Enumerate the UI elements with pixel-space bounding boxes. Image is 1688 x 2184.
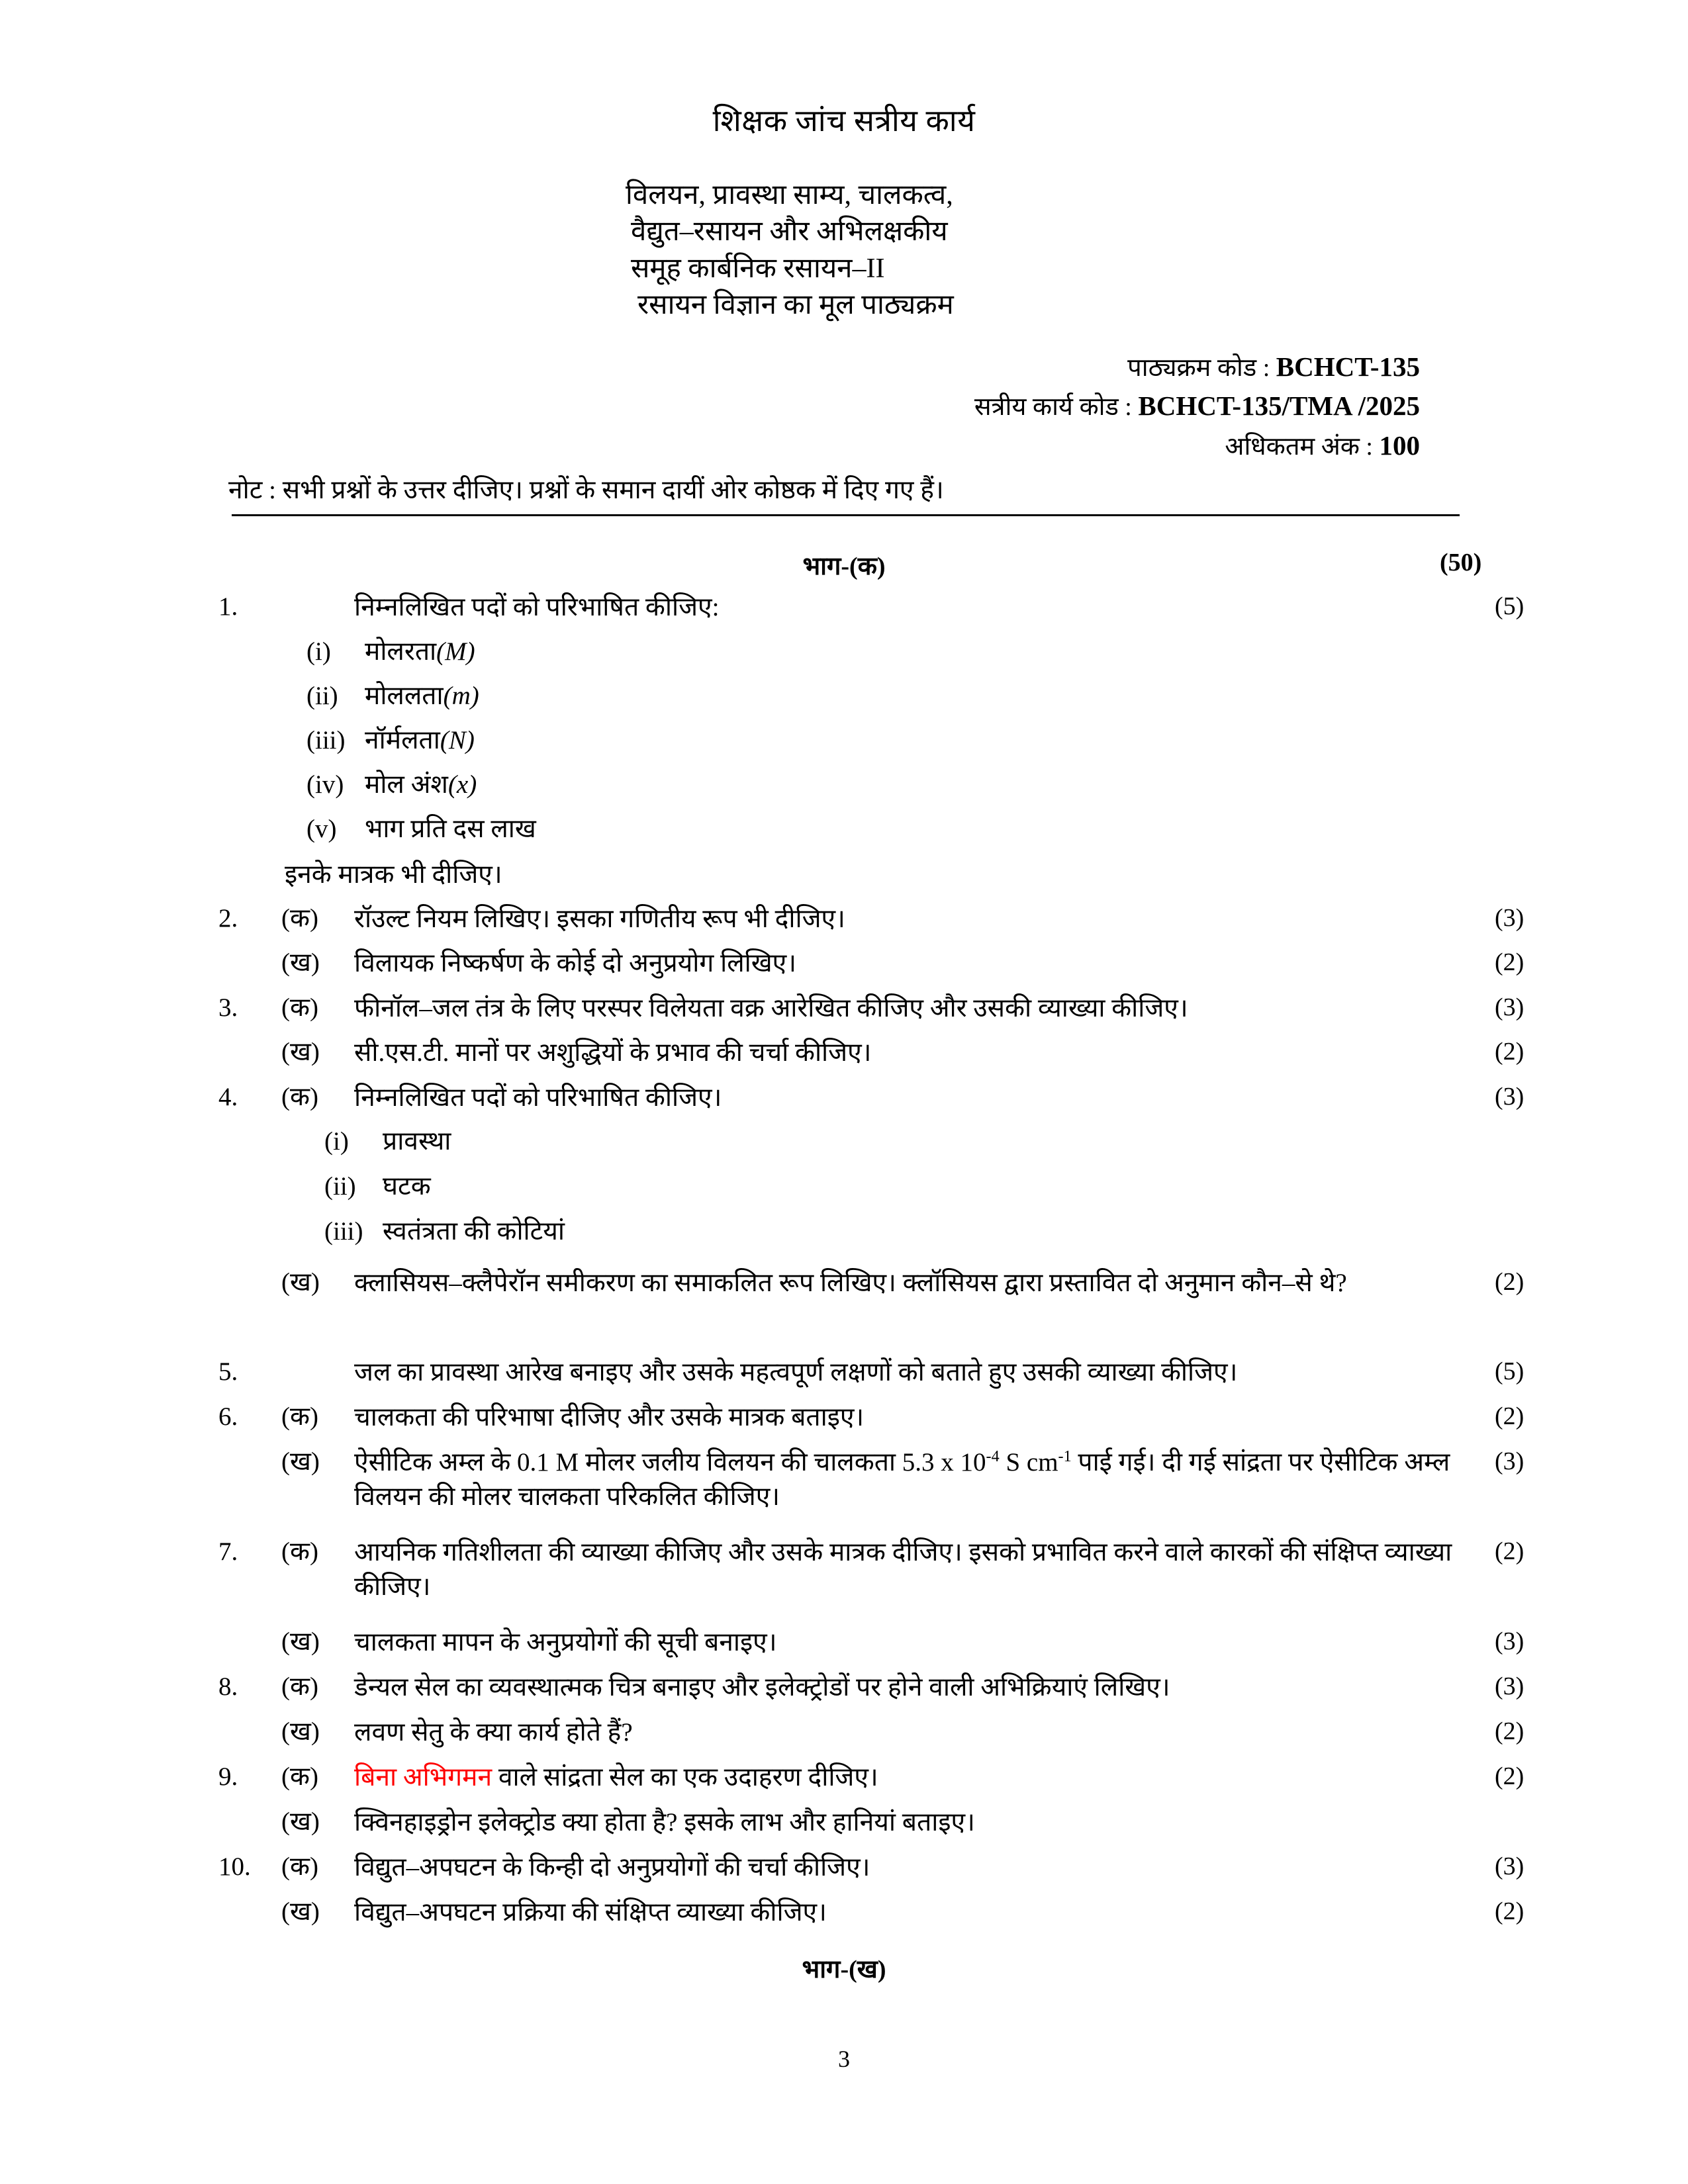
question-text: [354, 1445, 1476, 1515]
question-marks: (3): [1495, 1083, 1524, 1111]
sub-item-symbol: (N): [440, 726, 475, 754]
question-row: [218, 1266, 1549, 1300]
sub-item-label: नॉर्मलता: [365, 726, 440, 754]
sub-item-label: स्वतंत्रता की कोटियां: [383, 1217, 565, 1246]
question-row: [218, 1355, 1549, 1390]
question-marks: (3): [1495, 904, 1524, 932]
question-number: 1.: [218, 592, 238, 621]
question-marks: (2): [1495, 1402, 1524, 1430]
question-text: क्विनहाइड्रोन इलेक्ट्रोड क्या होता है? इसके लाभ और हानियां बताइए।: [354, 1808, 975, 1837]
assignment-code-row: [974, 387, 1420, 426]
question-row: [218, 1400, 1549, 1435]
question-text: विद्युत–अपघटन प्रक्रिया की संक्षिप्त व्याख्या कीजिए।: [354, 1898, 827, 1927]
question-number: 2.: [218, 904, 238, 933]
sub-item-symbol: (x): [447, 770, 477, 799]
question-marks: (5): [1495, 592, 1524, 620]
question-number: 7.: [218, 1537, 238, 1566]
course-code-row: [974, 347, 1420, 387]
question-number: 3.: [218, 993, 238, 1022]
subject-line-2: वैद्युत–रसायन और अभिलक्षकीय: [631, 216, 948, 248]
question-row: [218, 1850, 1549, 1885]
page-number: 3: [838, 2046, 850, 2072]
question-number: 5.: [218, 1357, 238, 1386]
question-number: 4.: [218, 1083, 238, 1111]
question-part: (क): [281, 904, 318, 933]
question-row: [218, 1805, 1549, 1840]
question-row: [218, 1715, 1549, 1750]
question-text: विलायक निष्कर्षण के कोई दो अनुप्रयोग लिखिए।: [354, 949, 796, 978]
question-part: (क): [281, 1852, 318, 1881]
question-row: [218, 1535, 1549, 1605]
question-text: निम्नलिखित पदों को परिभाषित कीजिए।: [354, 1083, 722, 1112]
question-marks: (2): [1495, 1268, 1524, 1296]
subject-title-block: [626, 177, 1354, 324]
sub-item-symbol: (M): [436, 637, 475, 666]
sub-item-label: मोल अंश: [365, 770, 448, 799]
question-text: आयनिक गतिशीलता की व्याख्या कीजिए और उसके मात्रक दीजिए। इसको प्रभावित करने वाले कारकों की संक्षिप्त व्याख्या कीजिए।: [354, 1538, 1452, 1602]
question-text: लवण सेतु के क्या कार्य होते हैं?: [354, 1718, 633, 1747]
sub-item-roman: (i): [324, 1127, 349, 1156]
question-number: 9.: [218, 1762, 238, 1791]
sub-item: [306, 680, 479, 713]
question-marks: (3): [1495, 1447, 1524, 1475]
question-row: [218, 1625, 1549, 1660]
question-text: फीनॉल–जल तंत्र के लिए परस्पर विलेयता वक्र आरेखित कीजिए और उसकी व्याख्या कीजिए।: [354, 994, 1188, 1023]
question-marks: (2): [1495, 1038, 1524, 1066]
question-row: [218, 1760, 1549, 1795]
instructions-note: नोट : सभी प्रश्नों के उत्तर दीजिए। प्रश्नों के समान दायीं ओर कोष्ठक में दिए गए हैं।: [228, 476, 944, 504]
question-text-rest: वाले सांद्रता सेल का एक उदाहरण दीजिए।: [492, 1763, 878, 1792]
question-marks: (2): [1495, 1762, 1524, 1790]
question-part: (ख): [281, 1717, 320, 1746]
sub-item-label: प्रावस्था: [383, 1127, 451, 1156]
sub-item-roman: (iii): [324, 1217, 363, 1246]
sub-item-label: मोलरता: [365, 637, 437, 666]
question-text: जल का प्रावस्था आरेख बनाइए और उसके महत्वपूर्ण लक्षणों को बताते हुए उसकी व्याख्या कीजिए।: [354, 1358, 1238, 1387]
question-part: (ख): [281, 1807, 320, 1836]
question-text: रॉउल्ट नियम लिखिए। इसका गणितीय रूप भी दीजिए।: [354, 905, 845, 933]
sub-item: [324, 1170, 431, 1204]
q6b-exponent-2: -1: [1058, 1447, 1072, 1465]
subject-line-1: विलयन, प्रावस्था साम्य, चालकत्व,: [626, 180, 953, 210]
question-row: [218, 590, 1549, 625]
page-title: शिक्षक जांच सत्रीय कार्य: [712, 104, 976, 138]
question-part: (क): [281, 1762, 318, 1791]
question-marks: (3): [1495, 1627, 1524, 1655]
question-marks: (5): [1495, 1357, 1524, 1385]
question-text: चालकता की परिभाषा दीजिए और उसके मात्रक बताइए।: [354, 1403, 865, 1432]
question-part: (ख): [281, 1447, 320, 1476]
sub-item-roman: (ii): [306, 682, 338, 710]
header-divider: [232, 514, 1460, 516]
sub-item-roman: (i): [306, 637, 331, 666]
sub-item-roman: (v): [306, 815, 337, 843]
max-marks-label: अधिकतम अंक :: [1225, 432, 1373, 461]
assignment-code-value: BCHCT-135/TMA /2025: [1138, 390, 1420, 422]
question-text: निम्नलिखित पदों को परिभाषित कीजिए:: [354, 593, 720, 621]
question-row: [218, 1895, 1549, 1930]
question-part: (ख): [281, 948, 320, 977]
question-number: 10.: [218, 1852, 251, 1881]
sub-item: [306, 724, 475, 758]
question-text: [354, 1760, 1476, 1795]
question-part: (ख): [281, 1897, 320, 1926]
sub-item: [306, 813, 536, 846]
question-text: डेन्यल सेल का व्यवस्थात्मक चित्र बनाइए और इलेक्ट्रोडों पर होने वाली अभिक्रियाएं लिखिए।: [354, 1673, 1170, 1702]
question-row: [218, 946, 1549, 981]
part-a-marks: (50): [1440, 549, 1482, 576]
question-row: [218, 1036, 1549, 1070]
sub-item-label: मोललता: [365, 682, 444, 710]
part-b-heading: भाग-(ख): [802, 1956, 886, 1983]
question-marks: (2): [1495, 948, 1524, 976]
question-1-tail: इनके मात्रक भी दीजिए।: [285, 860, 502, 889]
question-part: (क): [281, 1083, 318, 1111]
sub-item-roman: (ii): [324, 1172, 356, 1201]
subject-line-3: समूह कार्बनिक रसायन–II: [631, 253, 885, 284]
q6b-exponent-1: -4: [986, 1447, 1000, 1465]
q6b-text-pre: ऐसीटिक अम्ल के 0.1 M मोलर जलीय विलयन की चालकता 5.3 x 10: [354, 1448, 986, 1477]
question-row: [218, 902, 1549, 936]
question-part: (ख): [281, 1627, 320, 1656]
question-number: 6.: [218, 1402, 238, 1431]
max-marks-row: [974, 426, 1420, 465]
question-row: [218, 1670, 1549, 1705]
question-row: [218, 991, 1549, 1026]
question-part: (क): [281, 1402, 318, 1431]
question-part: (ख): [281, 1038, 320, 1066]
question-text: सी.एस.टी. मानों पर अशुद्धियों के प्रभाव की चर्चा कीजिए।: [354, 1038, 872, 1067]
question-row: [218, 1445, 1549, 1515]
question-row: [218, 1081, 1549, 1115]
sub-item-roman: (iv): [306, 770, 344, 799]
subject-line-4: रसायन विज्ञान का मूल पाठ्यक्रम: [637, 290, 954, 321]
sub-item-label: भाग प्रति दस लाख: [365, 815, 536, 843]
question-marks: (3): [1495, 993, 1524, 1021]
sub-item: [306, 768, 477, 802]
sub-item: [324, 1215, 565, 1249]
part-a-heading: भाग-(क): [802, 553, 886, 580]
course-code-block: [974, 347, 1420, 465]
question-text: विद्युत–अपघटन के किन्ही दो अनुप्रयोगों की चर्चा कीजिए।: [354, 1853, 870, 1882]
question-part: (क): [281, 993, 318, 1022]
question-part: (क): [281, 1672, 318, 1701]
question-number: 8.: [218, 1672, 238, 1701]
sub-item-roman: (iii): [306, 726, 346, 754]
sub-item: [306, 635, 475, 669]
course-code-value: BCHCT-135: [1276, 351, 1420, 382]
question-text: चालकता मापन के अनुप्रयोगों की सूची बनाइए।: [354, 1628, 777, 1657]
course-code-label: पाठ्यक्रम कोड :: [1127, 354, 1270, 382]
sub-item-label: घटक: [383, 1172, 431, 1201]
highlighted-term: बिना अभिगमन: [354, 1763, 492, 1792]
q6b-text-mid: S cm: [999, 1448, 1058, 1477]
q6b-text-post: पाई गई। दी गई सांद्रता पर ऐसीटिक अम्ल विलयन की मोलर चालकता परिकलित कीजिए।: [354, 1448, 1450, 1512]
question-part: (क): [281, 1537, 318, 1566]
question-part: (ख): [281, 1268, 320, 1297]
assignment-code-label: सत्रीय कार्य कोड :: [974, 393, 1132, 422]
sub-item: [324, 1125, 451, 1159]
question-marks: (2): [1495, 1537, 1524, 1565]
sub-item-symbol: (m): [443, 682, 479, 710]
question-marks: (2): [1495, 1897, 1524, 1925]
question-marks: (3): [1495, 1852, 1524, 1880]
question-marks: (2): [1495, 1717, 1524, 1745]
question-marks: (3): [1495, 1672, 1524, 1700]
question-text: क्लासियस–क्लैपेरॉन समीकरण का समाकलित रूप लिखिए। क्लॉसियस द्वारा प्रस्तावित दो अनुमान कौन–से थे?: [354, 1269, 1347, 1297]
max-marks-value: 100: [1379, 430, 1420, 461]
